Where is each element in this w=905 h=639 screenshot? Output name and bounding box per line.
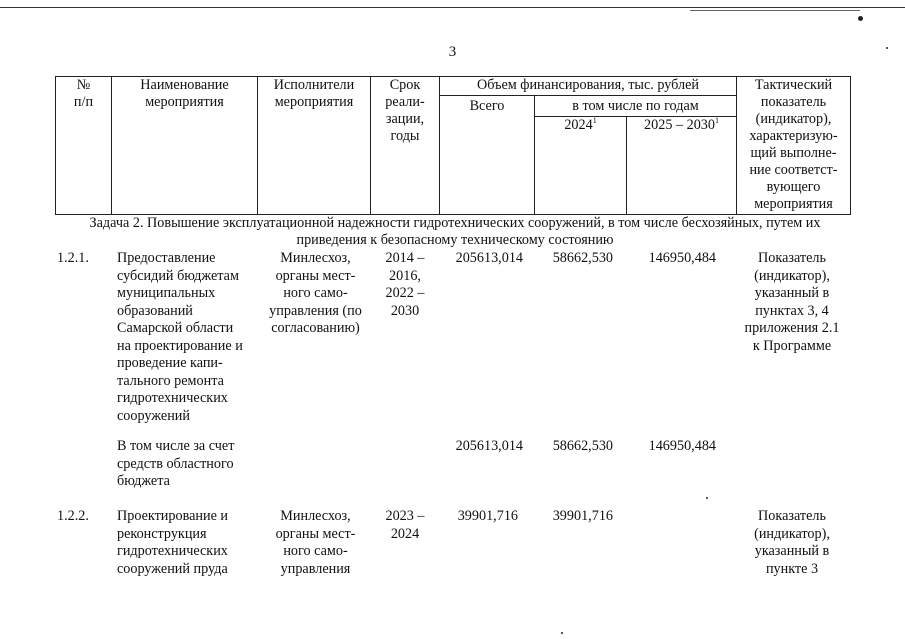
header-indicator: Тактический показатель (индикатор), характеризую- щий выполне- ние соответст- вующего мероприятия	[737, 77, 851, 215]
header-by-years: в том числе по годам	[535, 96, 737, 117]
row-name: В том числе за счет средств областного бюджета	[117, 438, 235, 489]
row-indicator: Показатель (индикатор), указанный в пункте 3	[754, 508, 830, 577]
scan-speck	[858, 16, 863, 21]
task-title-line1: Задача 2. Повышение эксплуатационной надежности гидротехнических сооружений, в том числе бесхозяйных, путем их	[89, 215, 821, 231]
task-title-line2: приведения к безопасному техническому состоянию	[296, 232, 614, 248]
scan-edge-line	[0, 7, 905, 8]
header-year-2025-2030: 2025 – 2030$^1$	[627, 117, 737, 215]
row-indicator: Показатель (индикатор), указанный в пунктах 3, 4 приложения 2.1 к Программе	[744, 250, 840, 354]
row-2025-2030: 146950,484	[648, 250, 716, 266]
row-num: 1.2.1.	[57, 250, 89, 266]
row-executors: Минлесхоз, органы мест- ного само- управления (по согласованию)	[269, 250, 362, 336]
header-executors: Исполнители мероприятия	[258, 77, 371, 215]
table-header	[55, 76, 851, 215]
row-num: 1.2.2.	[57, 508, 89, 524]
row-name: Проектирование и реконструкция гидротехнических сооружений пруда	[117, 508, 229, 577]
header-total: Всего	[440, 96, 535, 215]
header-name: Наименование мероприятия	[112, 77, 258, 215]
row-total: 39901,716	[457, 508, 518, 524]
row-name: Предоставление субсидий бюджетам муниципальных образований Самарской области на проектирование и проведение капи- тального ремонта гидротехнических сооружений	[117, 250, 243, 424]
scan-edge-line	[690, 10, 860, 11]
row-2024: 39901,716	[552, 508, 613, 524]
header-term: Срок реали- зации, годы	[371, 77, 440, 215]
row-term: 2014 – 2016, 2022 – 2030	[385, 250, 425, 319]
header-financing: Объем финансирования, тыс. рублей	[440, 77, 737, 96]
row-2024: 58662,530	[552, 250, 613, 266]
header-year-2024: 2024$^1$	[535, 117, 627, 215]
row-2024: 58662,530	[552, 438, 613, 454]
row-executors: Минлесхоз, органы мест- ного само- управления	[275, 508, 356, 577]
row-total: 205613,014	[455, 250, 523, 266]
scan-speck	[706, 497, 708, 499]
row-term: 2023 – 2024	[385, 508, 425, 542]
page-number: 3	[448, 44, 457, 60]
row-2025-2030: 146950,484	[648, 438, 716, 454]
scan-speck	[561, 632, 563, 634]
header-num: № п/п	[56, 77, 112, 215]
row-total: 205613,014	[455, 438, 523, 454]
